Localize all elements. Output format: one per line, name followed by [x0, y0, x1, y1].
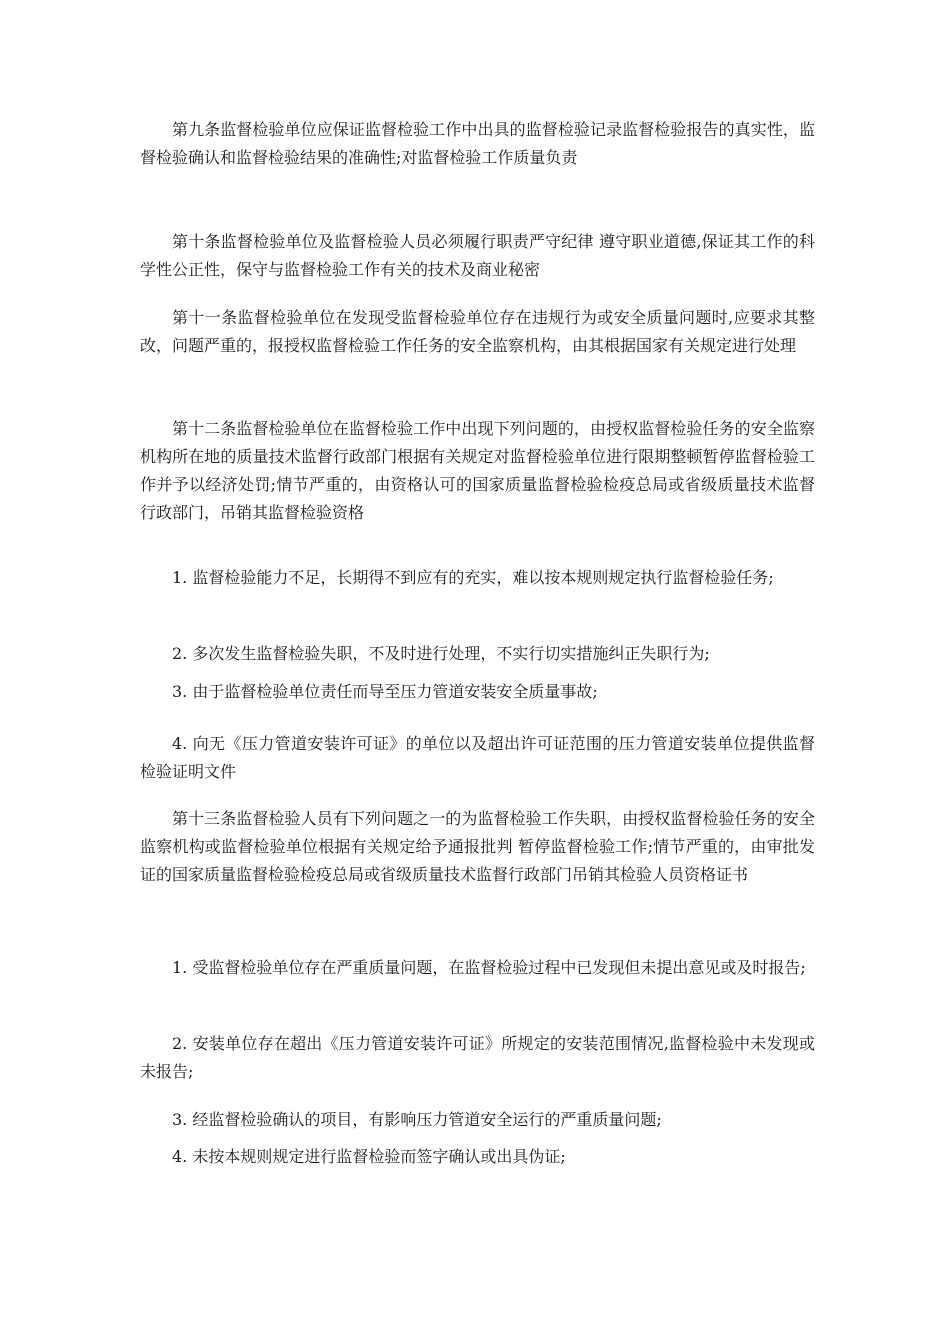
article-12-item-4: 4. 向无《压力管道安装许可证》的单位以及超出许可证范围的压力管道安装单位提供监督检验证明文件: [140, 734, 815, 781]
article-13-item-1: 1. 受监督检验单位存在严重质量问题，在监督检验过程中已发现但未提出意见或及时报告;: [172, 958, 806, 977]
article-13-item-3: 3. 经监督检验确认的项目，有影响压力管道安全运行的严重质量问题;: [172, 1110, 662, 1129]
article-13-item-2: 2. 安装单位存在超出《压力管道安装许可证》所规定的安装范围情况,监督检验中未发现或未报告;: [140, 1034, 815, 1081]
article-12-item-3: 3. 由于监督检验单位责任而导至压力管道安装安全质量事故;: [172, 682, 598, 701]
article-9-paragraph: 第九条监督检验单位应保证监督检验工作中出具的监督检验记录监督检验报告的真实性，监督检验确认和监督检验结果的准确性;对监督检验工作质量负责: [140, 120, 815, 167]
article-12-item-2: 2. 多次发生监督检验失职，不及时进行处理，不实行切实措施纠正失职行为;: [172, 644, 710, 663]
article-13-paragraph: 第十三条监督检验人员有下列问题之一的为监督检验工作失职，由授权监督检验任务的安全监察机构或监督检验单位根据有关规定给予通报批判 暂停监督检验工作;情节严重的，由审批发证的国家质量监督检验检疫总局或省级质量技术监督行政部门吊销其检验人员资格证书: [140, 809, 815, 884]
article-11-paragraph: 第十一条监督检验单位在发现受监督检验单位存在违规行为或安全质量问题时,应要求其整改，问题严重的，报授权监督检验工作任务的安全监察机构，由其根据国家有关规定进行处理: [140, 308, 815, 355]
article-12-paragraph: 第十二条监督检验单位在监督检验工作中出现下列问题的，由授权监督检验任务的安全监察机构所在地的质量技术监督行政部门根据有关规定对监督检验单位进行限期整顿暂停监督检验工作并予以经济处罚;情节严重的，由资格认可的国家质量监督检验检疫总局或省级质量技术监督行政部门，吊销其监督检验资格: [140, 419, 815, 522]
article-13-item-4: 4. 未按本规则规定进行监督检验而签字确认或出具伪证;: [172, 1147, 566, 1166]
article-12-item-1: 1. 监督检验能力不足，长期得不到应有的充实，难以按本规则规定执行监督检验任务;: [172, 568, 774, 587]
article-10-paragraph: 第十条监督检验单位及监督检验人员必须履行职责严守纪律 遵守职业道德,保证其工作的科学性公正性，保守与监督检验工作有关的技术及商业秘密: [140, 232, 815, 279]
